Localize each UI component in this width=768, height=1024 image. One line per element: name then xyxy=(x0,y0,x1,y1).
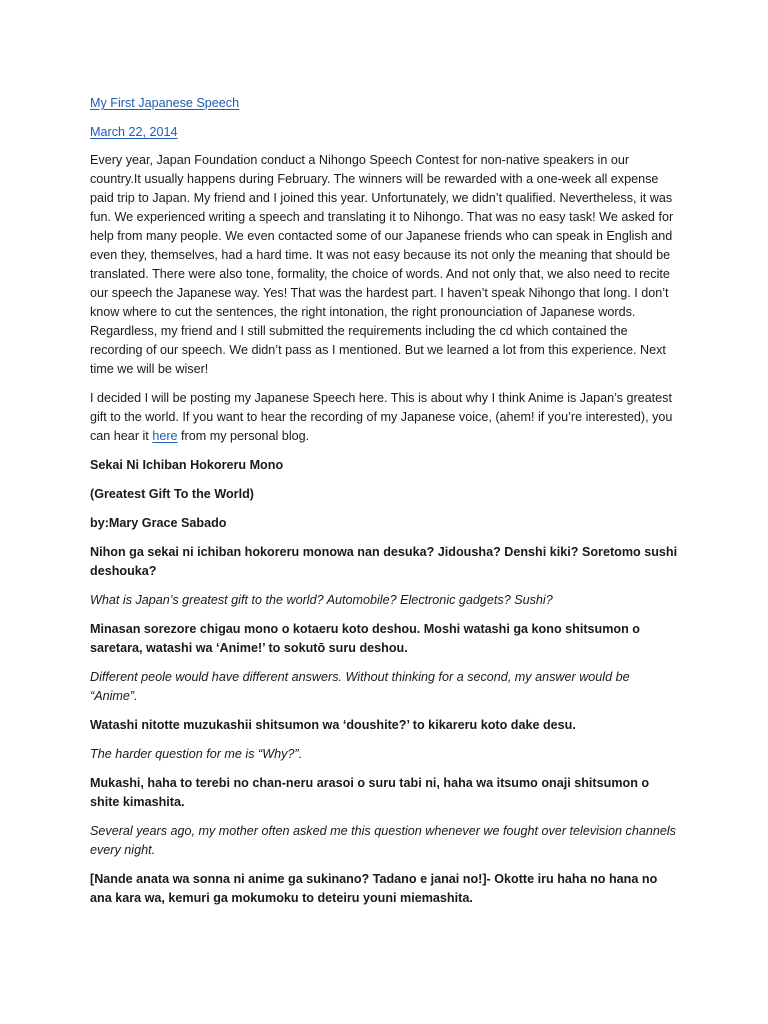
speech-jp-5: [Nande anata wa sonna ni anime ga sukinano? Tadano e janai no!]- Okotte iru haha no hana no ana kara wa, kemuri ga mokumoku to deteiru youni miemashita. xyxy=(90,872,658,905)
speech-en-4: Several years ago, my mother often asked me this question whenever we fought over television channels every night. xyxy=(90,824,676,857)
document-page xyxy=(90,90,680,918)
speech-jp-3: Watashi nitotte muzukashii shitsumon wa ‘doushite?’ to kikareru koto dake desu. xyxy=(90,718,576,732)
speech-subtitle: (Greatest Gift To the World) xyxy=(90,487,254,501)
speech-jp-2: Minasan sorezore chigau mono o kotaeru koto deshou. Moshi watashi ga kono shitsumon o saretara, watashi wa ‘Anime!’ to sokutō suru deshou. xyxy=(90,622,640,655)
speech-en-1: What is Japan’s greatest gift to the world? Automobile? Electronic gadgets? Sushi? xyxy=(90,593,553,607)
speech-title: Sekai Ni Ichiban Hokoreru Mono xyxy=(90,458,284,472)
post-date-link[interactable]: March 22, 2014 xyxy=(90,125,178,139)
intro-paragraph: Every year, Japan Foundation conduct a Nihongo Speech Contest for non-native speakers in our country.It usually happens during February. The winners will be rewarded with a one-week all expense paid trip to Japan. My friend and I joined this year. Unfortunately, we didn’t qualified. Nevertheless, it was fun. We experienced writing a speech and translating it to Nihongo. That was no easy task! We asked for help from many people. We even contacted some of our Japanese friends who can speak in English and even they, themselves, had a hard time. It was not easy because its not only the meaning that should be translated. There were also tone, formality, the choice of words. And not only that, we also need to recite our speech the Japanese way. Yes! That was the hardest part. I haven’t speak Nihongo that long. I don’t know where to cut the sentences, the right intonation, the right pronounciation of Japanese words. Regardless, my friend and I still submitted the requirements including the cd which contained the recording of our speech. We didn’t pass as I mentioned. But we learned a lot from this experience. Next time we will be wiser! xyxy=(90,153,674,376)
speech-author: by:Mary Grace Sabado xyxy=(90,516,227,530)
speech-jp-1: Nihon ga sekai ni ichiban hokoreru monowa nan desuka? Jidousha? Denshi kiki? Soretomo sushi deshouka? xyxy=(90,545,678,578)
posting-text-before: I decided I will be posting my Japanese Speech here. This is about why I think Anime is Japan’s greatest gift to the world. If you want to hear the recording of my Japanese voice, (ahem! if you’re interested), you can hear it xyxy=(90,391,673,443)
posting-paragraph xyxy=(90,389,680,446)
speech-jp-4: Mukashi, haha to terebi no chan-neru arasoi o suru tabi ni, haha wa itsumo onaji shitsumon o shite kimashita. xyxy=(90,776,650,809)
posting-text-after: from my personal blog. xyxy=(177,429,310,443)
speech-en-3: The harder question for me is “Why?”. xyxy=(90,747,303,761)
here-link[interactable]: here xyxy=(152,429,178,443)
speech-en-2: Different peole would have different answers. Without thinking for a second, my answer would be “Anime”. xyxy=(90,670,630,703)
post-title-link[interactable]: My First Japanese Speech xyxy=(90,96,240,110)
